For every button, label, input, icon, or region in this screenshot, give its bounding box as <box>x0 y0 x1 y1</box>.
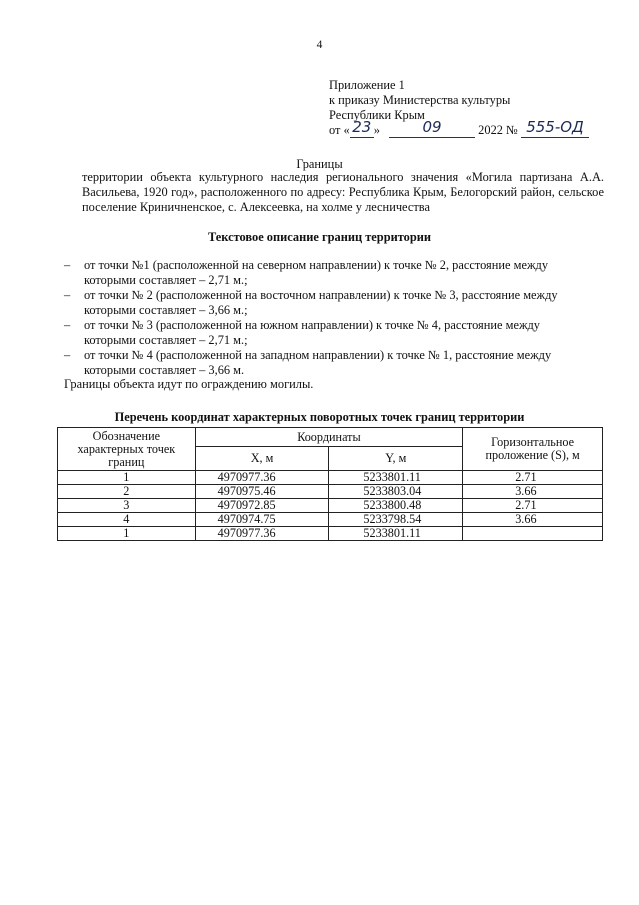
cell-x: 4970977.36 <box>195 527 329 541</box>
cell-distance <box>463 527 603 541</box>
bullet-dash: – <box>64 348 71 362</box>
column-header-horizontal-distance: Горизонтальное проложение (S), м <box>463 428 603 471</box>
boundary-description-list <box>64 258 604 378</box>
cell-x: 4970977.36 <box>195 471 329 485</box>
list-item-line-1: от точки № 2 (расположенной на восточном направлении) к точке № 3, расстояние между <box>84 288 558 302</box>
cell-point: 1 <box>58 527 196 541</box>
table-row <box>58 499 603 513</box>
closing-sentence: Границы объекта идут по ограждению могилы. <box>64 377 314 391</box>
cell-distance: 3.66 <box>463 485 603 499</box>
order-number-handwritten: 555-ОД <box>526 118 584 136</box>
date-month-field <box>389 118 475 138</box>
list-item-line-1: от точки №1 (расположенной на северном направлении) к точке № 2, расстояние между <box>84 258 549 272</box>
cell-x: 4970975.46 <box>195 485 329 499</box>
cell-y: 5233798.54 <box>329 513 463 527</box>
cell-distance: 2.71 <box>463 499 603 513</box>
document-title: Границы <box>296 157 343 171</box>
bullet-dash: – <box>64 258 71 272</box>
list-item-line-2: которыми составляет – 2,71 м.; <box>84 273 248 287</box>
cell-y: 5233801.11 <box>329 527 463 541</box>
cell-point: 1 <box>58 471 196 485</box>
list-item <box>64 288 604 318</box>
coordinates-table <box>57 427 603 541</box>
cell-point: 4 <box>58 513 196 527</box>
coordinates-table-heading: Перечень координат характерных поворотных точек границ территории <box>114 410 525 424</box>
date-year-label: 2022 № <box>478 123 518 137</box>
cell-x: 4970972.85 <box>195 499 329 513</box>
table-row <box>58 485 603 499</box>
column-header-x: X, м <box>195 447 329 471</box>
column-header-coordinates: Координаты <box>195 428 463 447</box>
list-item <box>64 258 604 288</box>
bullet-dash: – <box>64 318 71 332</box>
appendix-header <box>329 78 629 138</box>
table-row <box>58 527 603 541</box>
cell-y: 5233800.48 <box>329 499 463 513</box>
cell-distance: 3.66 <box>463 513 603 527</box>
appendix-line-3: Республики Крым <box>329 108 425 122</box>
list-item <box>64 348 604 378</box>
list-item-line-2: которыми составляет – 3,66 м.; <box>84 303 248 317</box>
list-item-line-2: которыми составляет – 3,66 м. <box>84 363 245 377</box>
date-prefix: от « <box>329 123 350 137</box>
object-description: территории объекта культурного наследия регионального значения «Могила партизана А.А. Васильева, 1920 год», расположенного по адресу: Республика Крым, Белогорский район, сельское поселение Криничненское, с. Алексеевка, на холме у лесничества <box>82 170 604 214</box>
date-day-handwritten: 23 <box>352 118 372 136</box>
order-number-field <box>521 118 589 138</box>
column-header-point: Обозначение характерных точек границ <box>58 428 196 471</box>
cell-x: 4970974.75 <box>195 513 329 527</box>
date-close-quote: » <box>373 123 380 137</box>
appendix-line-1: Приложение 1 <box>329 78 405 92</box>
table-row <box>58 513 603 527</box>
cell-point: 2 <box>58 485 196 499</box>
text-description-heading: Текстовое описание границ территории <box>207 230 432 244</box>
table-row <box>58 471 603 485</box>
page-number: 4 <box>316 39 323 51</box>
cell-point: 3 <box>58 499 196 513</box>
cell-y: 5233801.11 <box>329 471 463 485</box>
date-day-field <box>350 118 374 138</box>
date-month-handwritten: 09 <box>422 118 442 136</box>
column-header-y: Y, м <box>329 447 463 471</box>
cell-distance: 2.71 <box>463 471 603 485</box>
list-item-line-2: которыми составляет – 2,71 м.; <box>84 333 248 347</box>
cell-y: 5233803.04 <box>329 485 463 499</box>
appendix-line-2: к приказу Министерства культуры <box>329 93 511 107</box>
appendix-date-line <box>329 118 629 138</box>
list-item-line-1: от точки № 3 (расположенной на южном направлении) к точке № 4, расстояние между <box>84 318 541 332</box>
bullet-dash: – <box>64 288 71 302</box>
list-item <box>64 318 604 348</box>
list-item-line-1: от точки № 4 (расположенной на западном направлении) к точке № 1, расстояние между <box>84 348 552 362</box>
